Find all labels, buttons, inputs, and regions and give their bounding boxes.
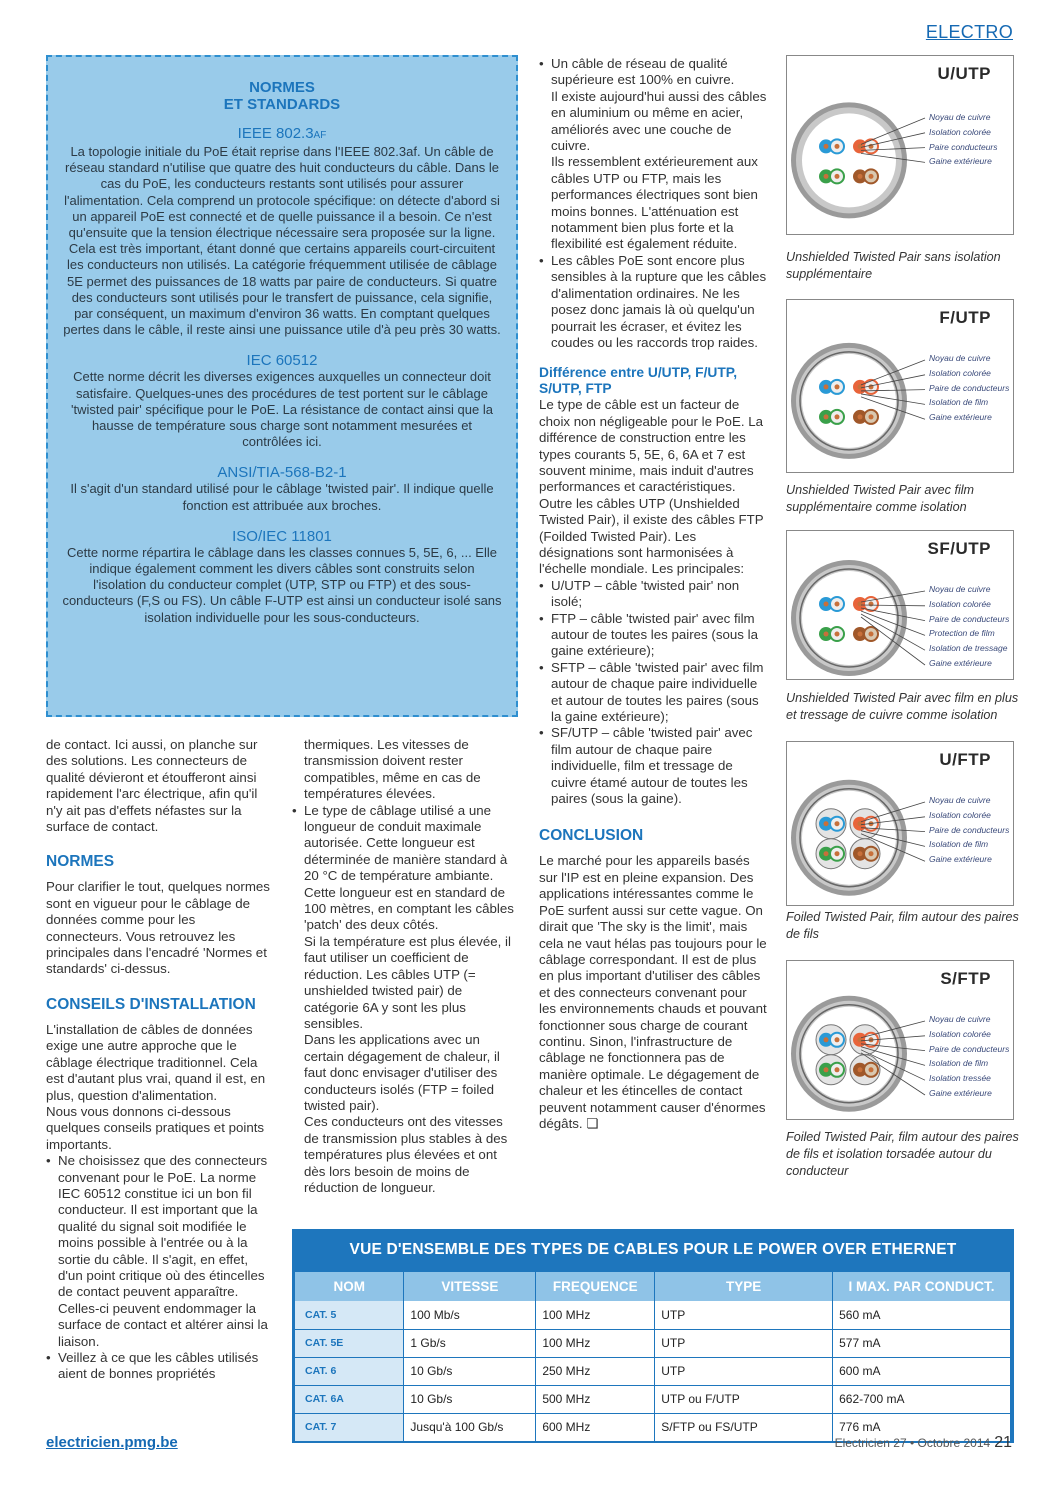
table-cell: S/FTP ou FS/UTP [655,1413,833,1441]
table-cell: CAT. 6 [295,1357,404,1385]
legend-item: Noyau de cuivre [929,795,991,805]
standard-text-ieee: La topologie initiale du PoE était reprise dans l'IEEE 802.3af. Un câble de réseau standard n'utilise que quatre des huit conducteurs du câble. Dans le cas du PoE, les conducteurs restants sont utilisés pour assurer l'alimentation. Cela comprend un protocole spécifique: on détecte d'abord si un appareil PoE est connecté et de quelle puissance il a besoin. Ce n'est qu'ensuite que la tension électrique nécessaire sera proposée sur la ligne. [64,144,500,241]
footer-issue: Electricien 27 • Octobre 2014 21 [834,1434,1012,1451]
standard-title-ieee: IEEE 802.3AF [237,125,327,142]
legend-item: Paire de conducteurs [929,824,1010,835]
legend-item: Noyau de cuivre [929,112,991,122]
standard-text-ieee-2: Cela est très important, étant donné que certains appareils court-circuitent les conducteurs non utilisés. La catégorie fréquemment utilisée de câblage 5E permet des puissances de 18 watts par paire de conducteurs. Si quatre des conducteurs sont utilisés pour le transfert de puissance, cela signifie, par conséquent, un maximum d'environ 36 watts. En comptant quelques pertes dans le câble, il reste ainsi une puissance utile d'à peu près 30 watts. [63,241,501,338]
col2-paragraph-3: Ces conducteurs ont des vitesses de transmission plus stables à des températures plus élevées et ont dès lors besoin de moins de réduction de longueur. [304,1114,508,1195]
figure-title: U/UTP [937,64,991,83]
table-row [295,1301,1011,1329]
table-cell: 776 mA [833,1413,1011,1441]
page-number: 21 [994,1434,1012,1451]
type-item: • U/UTP – câble 'twisted pair' non isolé; [539,578,767,611]
figure-title: U/FTP [939,750,991,769]
table-cell: Jusqu'à 100 Gb/s [404,1413,536,1441]
legend-item: Isolation de film [929,1058,989,1069]
figure-title: F/UTP [939,308,991,327]
col2-bullet: • Le type de câblage utilisé a une longueur de conduit maximale autorisée. Cette longueur est déterminée de manière standard à 20 °C de température ambiante. Cette longueur est en standard de 100 mètres, en comptant les câbles 'patch' des deux côtés. [292,803,518,934]
table-grid [295,1272,1011,1442]
col3-bullet-2: • Les câbles PoE sont encore plus sensibles à la rupture que les câbles d'alimentation ordinaires. Ne les posez donc jamais là où quelqu'un pourrait les écraser, et évitez les coudes ou les raccords trop raides. [539,253,767,351]
figure-legend [929,582,1009,671]
table-header: I MAX. PAR CONDUCT. [833,1272,1011,1301]
conseil-bullet-1: • Ne choisissez que des connecteurs convenant pour le PoE. La norme IEC 60512 constitue ici un bon fil conducteur. Il est important que la qualité du signal soit modifiée le moins possible à l'entrée ou à la sortie du câble. Il s'agit, en effet, d'un point critique où des étincelles de contact peuvent apparaître. Celles-ci peuvent endommager la surface de contact et altérer ainsi la liaison. [46,1153,272,1350]
table-cell: UTP [655,1301,833,1329]
legend-item: Noyau de cuivre [929,353,991,363]
legend-item: Isolation colorée [929,1028,991,1039]
table-cell: 577 mA [833,1329,1011,1357]
col2-continuation: thermiques. Les vitesses de transmission doivent rester compatibles, même en cas de températures élevées. [304,737,481,802]
table-cell: CAT. 7 [295,1413,404,1441]
figure-legend [929,351,1009,425]
table-cell: 10 Gb/s [404,1385,536,1413]
figure-legend [929,793,1009,867]
figure-legend [929,110,998,169]
cable-figure [786,960,1014,1120]
table-cell: UTP [655,1329,833,1357]
figure-title: S/FTP [940,969,991,988]
legend-item: Noyau de cuivre [929,1014,991,1024]
table-cell: CAT. 6A [295,1385,404,1413]
heading-difference: Différence entre U/UTP, F/UTP, S/UTP, FTP [539,365,738,397]
heading-conclusion: CONCLUSION [539,827,644,845]
table-header: VITESSE [404,1272,536,1301]
box-title: NORMES ET STANDARDS [223,79,341,113]
standard-text-iec: Cette norme décrit les diverses exigences auxquelles un connecteur doit satisfaire. Quelques-unes des procédures de test portent sur le câblage 'twisted pair' spécifique pour le PoE. La résistance de contact ainsi que la hausse de température sous charge sont notamment mesurées et contrôlées ici. [71,369,493,450]
table-cell: CAT. 5E [295,1329,404,1357]
table-cell: 100 MHz [536,1301,655,1329]
table-cell: 100 Mb/s [404,1301,536,1329]
legend-item: Paire de conducteurs [929,1043,1010,1054]
standard-text-iso: Cette norme répartira le câblage dans les classes connues 5, 5E, 6, ... Elle indique également comment les divers câbles sont construits selon l'isolation du conducteur complet (UTP, STP ou FTP) et des sous-conducteurs (F,S ou FS). Un câble F-UTP est ainsi un conducteur isolé sans isolation individuelle pour les sous-conducteurs. [62,544,502,625]
legend-item: Isolation colorée [929,598,991,609]
figure-caption: Unshielded Twisted Pair avec film supplémentaire comme isolation [786,483,975,514]
col3-bullet-1-cont2: Ils ressemblent extérieurement aux câbles UTP ou FTP, mais les performances électriques sont bien moins bonnes. L'atténuation est notamment bien plus forte et la flexibilité est également réduite. [551,154,758,252]
table-row [295,1329,1011,1357]
table-cell: UTP [655,1357,833,1385]
footer-website-link[interactable]: electricien.pmg.be [46,1434,178,1451]
legend-item: Protection de film [929,628,995,639]
figure-caption: Foiled Twisted Pair, film autour des paires de fils et isolation torsadée autour du conducteur [786,1130,1019,1178]
conseils-paragraph: L'installation de câbles de données exige une autre approche que le câblage électrique traditionnel. Cela est d'autant plus vrai, quand il est, en plus, question d'alimentation. [46,1021,266,1103]
difference-paragraph: Le type de câble est un facteur de choix non négligeable pour le PoE. La différence de construction entre les types courants 5, 5E, 6, 6A et 7 est souvent minime, mais induit d'autres performances et caractéristiques. Outre les câbles UTP (Unshielded Twisted Pair), il existe des câbles FTP (Foilded Twisted Pair). Les désignations sont harmonisées à l'échelle mondiale. Les principales: [539,397,764,577]
legend-item: Gaine extérieure [929,1087,992,1098]
legend-item: Gaine extérieure [929,156,992,167]
conclusion-paragraph: Le marché pour les appareils basés sur l'IP est en pleine expansion. Des applications intéressantes comme le PoE surfent aussi sur cette vague. On dirait que 'The sky is the limit', mais cela ne vaut hélas pas toujours pour le câblage correspondant. Il est de plus en plus important d'utiliser des câbles et des connecteurs convenant pour les environnements chauds et pouvant fonctionner sous charge de courant continu. Sinon, l'infrastructure de câblage ne fonctionnera pas de manière optimale. Le dégagement de chaleur et les étincelles de contact peuvent notamment causer d'énormes dégâts. ❏ [539,853,767,1131]
legend-item: Paire de conducteurs [929,613,1010,624]
table-row [295,1385,1011,1413]
column-1 [46,737,272,1383]
legend-item: Paire de conducteurs [929,382,1010,393]
legend-item: Isolation colorée [929,367,991,378]
figure-title: SF/UTP [927,539,991,558]
legend-item: Gaine extérieure [929,854,992,865]
cable-figure [786,299,1014,473]
table-cell: 1 Gb/s [404,1329,536,1357]
table-header: FREQUENCE [536,1272,655,1301]
heading-conseils: CONSEILS D'INSTALLATION [46,995,256,1013]
figure-caption: Foiled Twisted Pair, film autour des paires de fils [786,910,1019,941]
table-cell: UTP ou F/UTP [655,1385,833,1413]
cable-figure [786,55,1014,235]
type-item: • SFTP – câble 'twisted pair' avec film autour de chaque paire individuelle et autour de toutes les paires (sous la gaine extérieure); [539,660,767,726]
column-3 [539,56,767,1132]
cable-figure [786,530,1014,680]
figure-caption: Unshielded Twisted Pair sans isolation supplémentaire [786,250,1001,281]
table-cell: 600 mA [833,1357,1011,1385]
figure-caption: Unshielded Twisted Pair avec film en plus et tressage de cuivre comme isolation [786,691,1019,722]
table-cell: 250 MHz [536,1357,655,1385]
table-header: TYPE [655,1272,833,1301]
section-tag-link[interactable]: ELECTRO [925,22,1013,42]
legend-item: Isolation de film [929,839,989,850]
col1-intro: de contact. Ici aussi, on planche sur des solutions. Les connecteurs de qualité dévieront et étoufferont ainsi rapidement l'arc électrique, afin qu'il n'y ait pas d'effets néfastes sur la surface de contact. [46,737,258,835]
legend-item: Noyau de cuivre [929,584,991,594]
legend-item: Paire conducteurs [929,141,998,152]
table-cell: 662-700 mA [833,1385,1011,1413]
standard-title-iec: IEC 60512 [246,352,318,370]
column-2 [292,737,518,1196]
conseils-paragraph-2: Nous vous donnons ci-dessous quelques conseils pratiques et points importants. [46,1103,265,1152]
standard-title-iso: ISO/IEC 11801 [232,527,332,545]
cable-types-table [292,1229,1014,1443]
col3-bullet-1: • Un câble de réseau de qualité supérieure est 100% en cuivre. [539,56,767,89]
legend-item: Gaine extérieure [929,657,992,668]
legend-item: Isolation tressée [929,1073,991,1084]
legend-item: Isolation de tressage [929,643,1008,654]
legend-item: Isolation colorée [929,126,991,137]
heading-normes: NORMES [46,853,115,871]
table-cell: CAT. 5 [295,1301,404,1329]
table-title: VUE D'ENSEMBLE DES TYPES DE CABLES POUR LE POWER OVER ETHERNET [349,1241,957,1258]
legend-item: Gaine extérieure [929,412,992,423]
normes-standards-box [46,55,518,717]
table-cell: 100 MHz [536,1329,655,1357]
legend-item: Isolation colorée [929,809,991,820]
type-item: • FTP – câble 'twisted pair' avec film autour de toutes les paires (sous la gaine extérieure); [539,611,767,660]
col3-bullet-1-cont: Il existe aujourd'hui aussi des câbles en aluminium ou même en acier, améliorés avec une couche de cuivre. [551,88,767,154]
standard-text-ansi: Il s'agit d'un standard utilisé pour le câblage 'twisted pair'. Il indique quelle fonction est attribuée aux broches. [70,481,494,513]
col2-paragraph-1: Si la température est plus élevée, il faut utiliser un coefficient de réduction. Les câbles UTP (= unshielded twisted pair) de catégorie 6A y sont les plus sensibles. [304,933,511,1031]
col2-paragraph-2: Dans les applications avec un certain dégagement de chaleur, il faut donc envisager d'utiliser des conducteurs isolés (FTP = foiled twisted pair). [304,1032,500,1113]
table-cell: 500 MHz [536,1385,655,1413]
table-cell: 560 mA [833,1301,1011,1329]
cable-figure [786,741,1014,906]
type-item: • SF/UTP – câble 'twisted pair' avec film autour de chaque paire individuelle, film et tressage de cuivre étamé autour de toutes les paires (sous la gaine). [539,725,767,807]
standard-title-ansi: ANSI/TIA-568-B2-1 [217,464,347,482]
end-mark-icon: ❏ [586,1115,599,1131]
conseil-bullet-2: • Veillez à ce que les câbles utilisés aient de bonnes propriétés [46,1350,272,1383]
table-header: NOM [295,1272,404,1301]
table-row [295,1357,1011,1385]
normes-paragraph: Pour clarifier le tout, quelques normes sont en vigueur pour le câblage de données comme pour les connecteurs. Vous retrouvez les principales dans l'encadré 'Normes et standards' ci-dessus. [46,879,270,977]
table-header-row [295,1272,1011,1301]
table-cell: 10 Gb/s [404,1357,536,1385]
figure-legend [929,1012,1009,1101]
legend-item: Isolation de film [929,397,989,408]
table-cell: 600 MHz [536,1413,655,1441]
